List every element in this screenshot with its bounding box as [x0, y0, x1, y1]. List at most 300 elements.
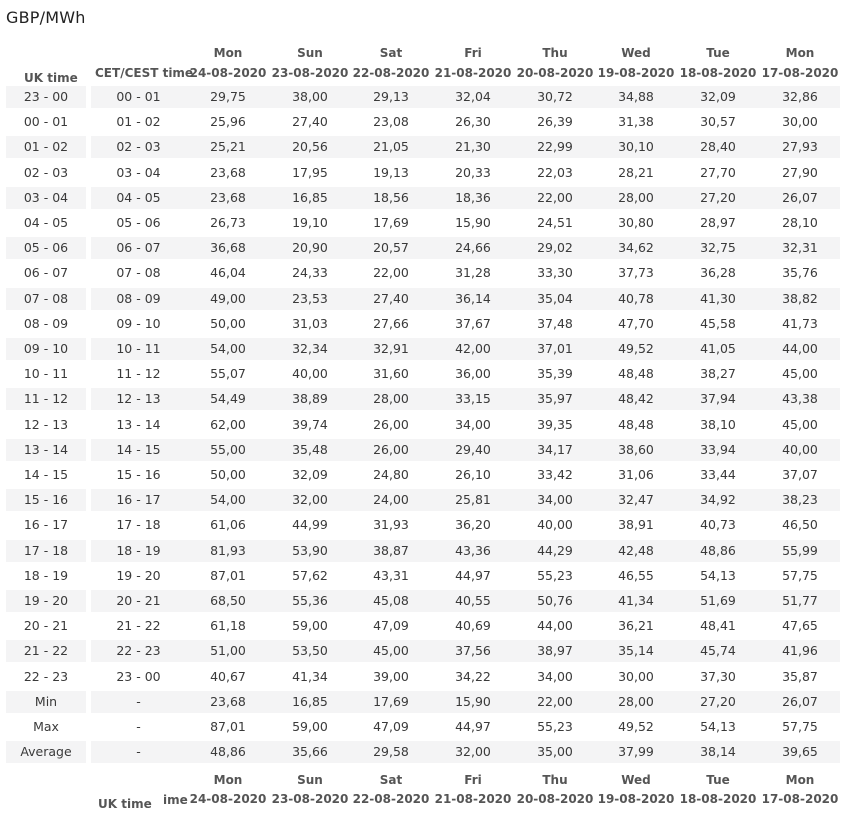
- uk-time-cell: 09 - 10: [23, 341, 69, 356]
- price-cell: 39,65: [782, 744, 818, 760]
- price-cell: 59,00: [292, 719, 328, 734]
- price-cell: 27,20: [700, 693, 736, 709]
- price-cell: 29,40: [455, 441, 491, 457]
- uk-time-footer: UK time: [98, 797, 152, 811]
- price-cell: 20,90: [292, 240, 328, 256]
- price-cell: 62,00: [210, 416, 246, 432]
- price-cell: 16,85: [292, 693, 328, 709]
- cet-time-cell: 11 - 12: [116, 366, 161, 382]
- uk-time-cell: 11 - 12: [23, 391, 69, 407]
- price-cell: 48,41: [700, 618, 736, 634]
- uk-time-cell: Max: [33, 719, 59, 734]
- price-cell: 27,90: [782, 164, 818, 180]
- price-cell: 25,21: [210, 139, 246, 155]
- price-cell: 16,85: [292, 189, 328, 205]
- day-date: 24-08-2020: [189, 792, 267, 806]
- price-cell: 26,39: [537, 114, 573, 130]
- price-cell: 45,58: [700, 315, 736, 331]
- price-cell: 27,70: [700, 164, 736, 180]
- price-cell: 30,80: [618, 215, 654, 230]
- price-cell: 33,42: [537, 467, 573, 482]
- price-cell: 48,48: [618, 366, 654, 382]
- price-cell: 48,86: [700, 542, 736, 558]
- price-cell: 47,09: [373, 618, 409, 634]
- uk-time-cell: 15 - 16: [23, 492, 69, 508]
- price-cell: 45,00: [782, 416, 818, 432]
- price-cell: 44,99: [292, 517, 328, 533]
- price-cell: 37,48: [537, 315, 573, 331]
- price-cell: 38,97: [537, 643, 573, 659]
- uk-time-cell: 02 - 03: [23, 164, 69, 180]
- cet-time-cell: 21 - 22: [116, 618, 161, 634]
- price-cell: 32,09: [700, 89, 736, 104]
- price-cell: 24,51: [537, 215, 573, 230]
- day-date: 21-08-2020: [434, 66, 512, 80]
- price-cell: 35,76: [782, 265, 818, 281]
- price-cell: 37,73: [618, 265, 654, 281]
- day-footer: [351, 773, 431, 807]
- price-cell: 36,14: [455, 290, 491, 306]
- cet-time-cell: 12 - 13: [116, 391, 161, 407]
- price-cell: 51,00: [210, 643, 246, 659]
- price-cell: 22,00: [537, 189, 573, 205]
- price-cell: 34,92: [700, 492, 736, 508]
- price-cell: 22,00: [537, 693, 573, 709]
- uk-time-cell: 05 - 06: [23, 240, 69, 256]
- day-footer: [678, 773, 758, 807]
- price-cell: 19,10: [292, 215, 328, 230]
- uk-time-cell: 01 - 02: [23, 139, 69, 155]
- price-cell: 44,97: [455, 567, 491, 583]
- price-cell: 22,99: [537, 139, 573, 155]
- price-cell: 31,03: [292, 315, 328, 331]
- price-cell: 35,87: [782, 668, 818, 684]
- cet-time-cell: 05 - 06: [116, 215, 161, 230]
- price-cell: 36,00: [455, 366, 491, 382]
- uk-time-header: UK time: [24, 71, 78, 85]
- price-cell: 38,27: [700, 366, 736, 382]
- price-cell: 23,68: [210, 189, 246, 205]
- price-cell: 34,62: [618, 240, 654, 256]
- price-cell: 41,34: [292, 668, 328, 684]
- price-cell: 42,48: [618, 542, 654, 558]
- uk-time-cell: 19 - 20: [23, 593, 69, 608]
- uk-time-cell: 08 - 09: [23, 315, 69, 331]
- uk-time-cell: 10 - 11: [23, 366, 69, 382]
- price-cell: 50,00: [210, 315, 246, 331]
- price-cell: 23,68: [210, 693, 246, 709]
- uk-time-cell: 12 - 13: [23, 416, 69, 432]
- price-cell: 38,23: [782, 492, 818, 508]
- price-cell: 48,86: [210, 744, 246, 760]
- day-footer: [433, 773, 513, 807]
- price-cell: 35,39: [537, 366, 573, 382]
- day-header: [188, 46, 268, 81]
- price-cell: 38,10: [700, 416, 736, 432]
- price-cell: 40,67: [210, 668, 246, 684]
- price-cell: 20,56: [292, 139, 328, 155]
- price-cell: 54,13: [700, 719, 736, 734]
- price-cell: 32,86: [782, 89, 818, 104]
- price-cell: 45,08: [373, 593, 409, 608]
- day-of-week: Mon: [785, 773, 815, 787]
- uk-time-cell: 17 - 18: [23, 542, 69, 558]
- price-cell: 37,94: [700, 391, 736, 407]
- price-cell: 18,56: [373, 189, 409, 205]
- price-cell: 38,89: [292, 391, 328, 407]
- uk-time-cell: 23 - 00: [23, 89, 69, 104]
- price-cell: 35,00: [537, 744, 573, 760]
- price-cell: 18,36: [455, 189, 491, 205]
- day-date: 22-08-2020: [352, 792, 430, 806]
- price-cell: 47,65: [782, 618, 818, 634]
- cet-time-cell: 23 - 00: [116, 668, 161, 684]
- price-cell: 39,74: [292, 416, 328, 432]
- cet-time-cell: 18 - 19: [116, 542, 161, 558]
- price-cell: 33,94: [700, 441, 736, 457]
- price-cell: 24,00: [373, 492, 409, 508]
- uk-time-cell: 00 - 01: [23, 114, 69, 130]
- uk-time-cell: 21 - 22: [23, 643, 69, 659]
- price-cell: 24,66: [455, 240, 491, 256]
- day-date: 18-08-2020: [679, 792, 757, 806]
- day-of-week: Fri: [464, 46, 482, 60]
- day-header: [270, 46, 350, 81]
- cet-time-cell: 04 - 05: [116, 189, 161, 205]
- price-cell: 44,29: [537, 542, 573, 558]
- price-cell: 43,36: [455, 542, 491, 558]
- price-cell: 17,69: [373, 215, 409, 230]
- price-cell: 41,73: [782, 315, 818, 331]
- price-cell: 42,00: [455, 341, 491, 356]
- price-cell: 48,48: [618, 416, 654, 432]
- day-date: 23-08-2020: [271, 66, 349, 80]
- price-cell: 29,75: [210, 89, 246, 104]
- price-cell: 32,91: [373, 341, 409, 356]
- day-of-week: Tue: [706, 773, 730, 787]
- price-cell: 31,93: [373, 517, 409, 533]
- price-cell: 29,13: [373, 89, 409, 104]
- price-cell: 35,97: [537, 391, 573, 407]
- price-cell: 61,06: [210, 517, 246, 533]
- cet-time-cell: -: [136, 744, 141, 760]
- price-cell: 26,10: [455, 467, 491, 482]
- day-of-week: Fri: [464, 773, 482, 787]
- price-cell: 31,60: [373, 366, 409, 382]
- price-cell: 53,90: [292, 542, 328, 558]
- price-cell: 36,28: [700, 265, 736, 281]
- price-cell: 57,75: [782, 567, 818, 583]
- price-cell: 39,35: [537, 416, 573, 432]
- price-cell: 40,55: [455, 593, 491, 608]
- day-of-week: Mon: [785, 46, 815, 60]
- price-cell: 59,00: [292, 618, 328, 634]
- cet-time-cell: 06 - 07: [116, 240, 161, 256]
- price-cell: 23,68: [210, 164, 246, 180]
- day-date: 21-08-2020: [434, 792, 512, 806]
- price-cell: 28,00: [618, 189, 654, 205]
- price-cell: 54,00: [210, 341, 246, 356]
- cet-time-cell: 13 - 14: [116, 416, 161, 432]
- price-cell: 46,50: [782, 517, 818, 533]
- cet-time-cell: 08 - 09: [116, 290, 161, 306]
- price-cell: 32,47: [618, 492, 654, 508]
- price-cell: 32,00: [292, 492, 328, 508]
- cet-time-cell: -: [136, 693, 141, 709]
- price-cell: 41,30: [700, 290, 736, 306]
- price-cell: 43,38: [782, 391, 818, 407]
- day-header: [760, 46, 840, 81]
- cet-time-cell: 20 - 21: [116, 593, 161, 608]
- price-cell: 87,01: [210, 719, 246, 734]
- cet-time-cell: 16 - 17: [116, 492, 161, 508]
- price-cell: 28,40: [700, 139, 736, 155]
- cet-time-cell: 09 - 10: [116, 315, 161, 331]
- price-cell: 51,77: [782, 593, 818, 608]
- price-cell: 26,07: [782, 189, 818, 205]
- day-date: 20-08-2020: [516, 792, 594, 806]
- price-cell: 55,07: [210, 366, 246, 382]
- price-cell: 32,75: [700, 240, 736, 256]
- price-cell: 32,31: [782, 240, 818, 256]
- price-cell: 55,23: [537, 567, 573, 583]
- day-footer: [270, 773, 350, 807]
- price-cell: 25,81: [455, 492, 491, 508]
- day-header: [596, 46, 676, 81]
- price-cell: 39,00: [373, 668, 409, 684]
- price-cell: 29,58: [373, 744, 409, 760]
- price-cell: 37,99: [618, 744, 654, 760]
- price-cell: 38,87: [373, 542, 409, 558]
- price-cell: 38,14: [700, 744, 736, 760]
- price-cell: 41,96: [782, 643, 818, 659]
- price-cell: 30,57: [700, 114, 736, 130]
- price-cell: 38,60: [618, 441, 654, 457]
- price-cell: 47,09: [373, 719, 409, 734]
- cet-time-cell: 15 - 16: [116, 467, 161, 482]
- price-cell: 26,30: [455, 114, 491, 130]
- uk-time-cell: Average: [20, 744, 72, 760]
- day-header: [351, 46, 431, 81]
- price-cell: 28,21: [618, 164, 654, 180]
- price-cell: 40,00: [537, 517, 573, 533]
- price-cell: 33,44: [700, 467, 736, 482]
- day-of-week: Wed: [621, 773, 651, 787]
- price-cell: 27,40: [292, 114, 328, 130]
- cet-time-header: CET/CEST time: [95, 66, 194, 80]
- price-cell: 34,17: [537, 441, 573, 457]
- price-cell: 44,00: [782, 341, 818, 356]
- price-cell: 55,23: [537, 719, 573, 734]
- day-header: [515, 46, 595, 81]
- price-cell: 49,52: [618, 719, 654, 734]
- price-cell: 25,96: [210, 114, 246, 130]
- price-cell: 34,00: [537, 668, 573, 684]
- uk-time-cell: 07 - 08: [23, 290, 69, 306]
- price-cell: 55,99: [782, 542, 818, 558]
- day-date: 20-08-2020: [516, 66, 594, 80]
- price-cell: 34,22: [455, 668, 491, 684]
- price-cell: 24,80: [373, 467, 409, 482]
- price-cell: 28,10: [782, 215, 818, 230]
- price-cell: 26,07: [782, 693, 818, 709]
- uk-time-cell: 13 - 14: [23, 441, 69, 457]
- price-cell: 48,42: [618, 391, 654, 407]
- price-cell: 30,72: [537, 89, 573, 104]
- price-cell: 50,76: [537, 593, 573, 608]
- day-date: 24-08-2020: [189, 66, 267, 80]
- price-cell: 57,62: [292, 567, 328, 583]
- price-cell: 55,00: [210, 441, 246, 457]
- price-cell: 27,93: [782, 139, 818, 155]
- cet-time-cell: 01 - 02: [116, 114, 161, 130]
- price-cell: 49,52: [618, 341, 654, 356]
- price-cell: 23,53: [292, 290, 328, 306]
- price-cell: 17,95: [292, 164, 328, 180]
- price-cell: 35,04: [537, 290, 573, 306]
- price-cell: 40,00: [292, 366, 328, 382]
- day-date: 18-08-2020: [679, 66, 757, 80]
- price-cell: 87,01: [210, 567, 246, 583]
- price-cell: 26,00: [373, 416, 409, 432]
- price-cell: 28,00: [618, 693, 654, 709]
- price-cell: 30,00: [782, 114, 818, 130]
- cet-time-cell: 03 - 04: [116, 164, 161, 180]
- price-cell: 34,00: [537, 492, 573, 508]
- price-cell: 34,00: [455, 416, 491, 432]
- day-of-week: Mon: [213, 46, 243, 60]
- price-cell: 54,49: [210, 391, 246, 407]
- price-cell: 44,00: [537, 618, 573, 634]
- day-of-week: Mon: [213, 773, 243, 787]
- price-cell: 27,66: [373, 315, 409, 331]
- price-cell: 22,00: [373, 265, 409, 281]
- price-cell: 35,66: [292, 744, 328, 760]
- day-header: [678, 46, 758, 81]
- day-footer: [596, 773, 676, 807]
- price-cell: 81,93: [210, 542, 246, 558]
- day-of-week: Tue: [706, 46, 730, 60]
- price-cell: 46,04: [210, 265, 246, 281]
- price-cell: 35,14: [618, 643, 654, 659]
- price-cell: 32,04: [455, 89, 491, 104]
- uk-time-cell: 03 - 04: [23, 189, 69, 205]
- cet-time-cell: 19 - 20: [116, 567, 161, 583]
- price-cell: 20,33: [455, 164, 491, 180]
- price-cell: 37,67: [455, 315, 491, 331]
- day-date: 17-08-2020: [761, 792, 839, 806]
- day-of-week: Sat: [379, 773, 403, 787]
- price-cell: 29,02: [537, 240, 573, 256]
- day-footer: [515, 773, 595, 807]
- price-cell: 51,69: [700, 593, 736, 608]
- day-of-week: Sat: [379, 46, 403, 60]
- uk-time-cell: 16 - 17: [23, 517, 69, 533]
- price-cell: 45,00: [782, 366, 818, 382]
- price-cell: 28,97: [700, 215, 736, 230]
- price-cell: 32,00: [455, 744, 491, 760]
- price-cell: 30,00: [618, 668, 654, 684]
- price-cell: 33,15: [455, 391, 491, 407]
- price-cell: 28,00: [373, 391, 409, 407]
- day-date: 23-08-2020: [271, 792, 349, 806]
- price-cell: 45,00: [373, 643, 409, 659]
- price-cell: 55,36: [292, 593, 328, 608]
- price-cell: 31,38: [618, 114, 654, 130]
- price-cell: 27,40: [373, 290, 409, 306]
- cet-time-cell: 10 - 11: [116, 341, 161, 356]
- price-cell: 45,74: [700, 643, 736, 659]
- uk-time-cell: 04 - 05: [23, 215, 69, 230]
- price-cell: 36,68: [210, 240, 246, 256]
- price-cell: 21,30: [455, 139, 491, 155]
- price-cell: 21,05: [373, 139, 409, 155]
- price-cell: 43,31: [373, 567, 409, 583]
- price-cell: 50,00: [210, 467, 246, 482]
- day-of-week: Sun: [297, 46, 323, 60]
- price-cell: 34,88: [618, 89, 654, 104]
- price-cell: 35,48: [292, 441, 328, 457]
- price-cell: 26,00: [373, 441, 409, 457]
- price-cell: 46,55: [618, 567, 654, 583]
- unit-label: GBP/MWh: [6, 8, 86, 27]
- price-cell: 37,07: [782, 467, 818, 482]
- price-cell: 20,57: [373, 240, 409, 256]
- cet-time-cell: 02 - 03: [116, 139, 161, 155]
- price-cell: 54,13: [700, 567, 736, 583]
- price-cell: 38,82: [782, 290, 818, 306]
- cet-time-cell: 17 - 18: [116, 517, 161, 533]
- day-footer: [760, 773, 840, 807]
- price-cell: 36,20: [455, 517, 491, 533]
- price-cell: 22,03: [537, 164, 573, 180]
- price-cell: 38,91: [618, 517, 654, 533]
- day-of-week: Thu: [542, 773, 568, 787]
- price-cell: 17,69: [373, 693, 409, 709]
- day-footer: [188, 773, 268, 807]
- price-cell: 26,73: [210, 215, 246, 230]
- price-cell: 68,50: [210, 593, 246, 608]
- price-cell: 30,10: [618, 139, 654, 155]
- price-cell: 41,34: [618, 593, 654, 608]
- day-of-week: Thu: [542, 46, 568, 60]
- day-header: [433, 46, 513, 81]
- uk-time-cell: 20 - 21: [23, 618, 69, 634]
- price-cell: 19,13: [373, 164, 409, 180]
- price-cell: 41,05: [700, 341, 736, 356]
- price-cell: 23,08: [373, 114, 409, 130]
- price-cell: 27,20: [700, 189, 736, 205]
- price-cell: 32,09: [292, 467, 328, 482]
- price-cell: 37,01: [537, 341, 573, 356]
- cet-time-footer-fragment: ime: [163, 793, 188, 807]
- price-cell: 61,18: [210, 618, 246, 634]
- price-cell: 15,90: [455, 215, 491, 230]
- cet-time-cell: 14 - 15: [116, 441, 161, 457]
- uk-time-cell: 14 - 15: [23, 467, 69, 482]
- price-cell: 24,33: [292, 265, 328, 281]
- day-date: 17-08-2020: [761, 66, 839, 80]
- price-cell: 47,70: [618, 315, 654, 331]
- cet-time-cell: -: [136, 719, 141, 734]
- price-cell: 54,00: [210, 492, 246, 508]
- price-cell: 53,50: [292, 643, 328, 659]
- price-cell: 37,56: [455, 643, 491, 659]
- cet-time-cell: 22 - 23: [116, 643, 161, 659]
- day-date: 19-08-2020: [597, 66, 675, 80]
- day-date: 19-08-2020: [597, 792, 675, 806]
- cet-time-cell: 07 - 08: [116, 265, 161, 281]
